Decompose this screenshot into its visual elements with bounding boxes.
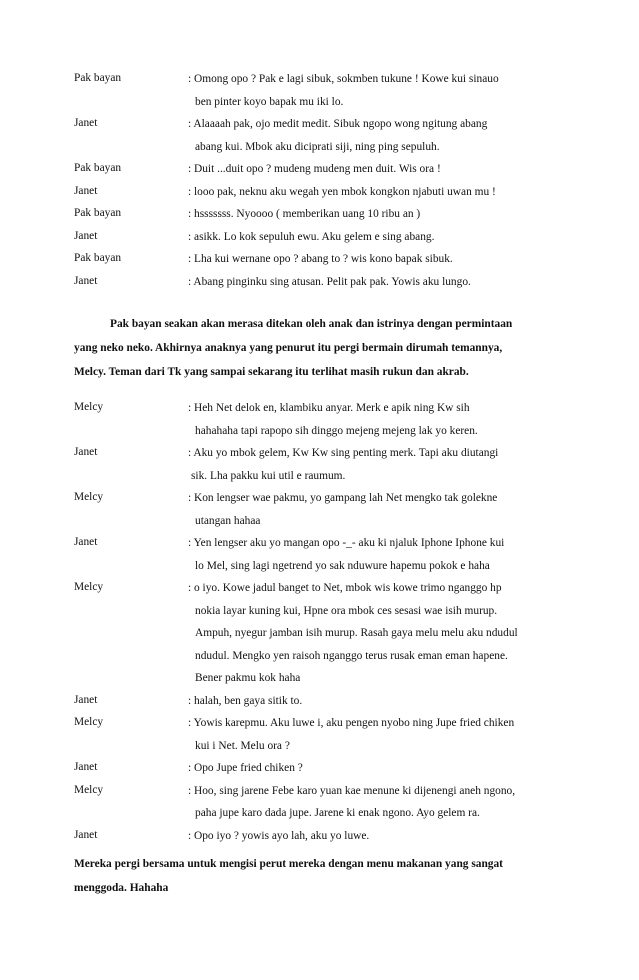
- speech-line: Ampuh, nyegur jamban isih murup. Rasah gaya melu melu aku ndudul: [195, 627, 518, 639]
- speech-line: paha jupe karo dada jupe. Jarene ki enak ngono. Ayo gelem ra.: [195, 807, 480, 819]
- dialogue-block-1: [74, 72, 574, 297]
- speaker-name: Pak bayan: [74, 72, 122, 84]
- speech-line: : looo pak, neknu aku wegah yen mbok kongkon njabuti uwan mu !: [188, 185, 496, 198]
- speech-line: : o iyo. Kowe jadul banget to Net, mbok wis kowe trimo nganggo hp: [188, 582, 502, 594]
- speech-line: utangan hahaa: [195, 514, 261, 527]
- speech-text: [188, 536, 574, 581]
- speaker-name: Janet: [74, 229, 98, 242]
- speech-line: : hsssssss. Nyoooo ( memberikan uang 10 ribu an ): [188, 208, 421, 220]
- speaker-name: Janet: [74, 274, 98, 287]
- speech-line: sik. Lha pakku kui util e raumum.: [191, 469, 346, 482]
- speech-text: [188, 72, 574, 117]
- speech-line: : asikk. Lo kok sepuluh ewu. Aku gelem e sing abang.: [188, 230, 435, 243]
- dialogue-row: [74, 829, 574, 852]
- dialogue-row: [74, 162, 574, 185]
- speech-text: [188, 275, 574, 298]
- speech-text: [188, 207, 574, 230]
- speech-line: lo Mel, sing lagi ngetrend yo sak nduwure hapemu pokok e haha: [195, 559, 490, 572]
- dialogue-block-2: [74, 401, 574, 851]
- speech-line: : Abang pinginku sing atusan. Pelit pak pak. Yowis aku lungo.: [188, 275, 471, 288]
- speech-text: [188, 491, 574, 536]
- narration-line: Melcy. Teman dari Tk yang sampai sekarang itu terlihat masih rukun dan akrab.: [74, 366, 469, 378]
- speech-line: ben pinter koyo bapak mu iki lo.: [195, 95, 344, 108]
- speaker-name: Janet: [74, 761, 98, 773]
- speech-line: : halah, ben gaya sitik to.: [188, 694, 303, 707]
- dialogue-row: [74, 536, 574, 581]
- speech-line: : Yen lengser aku yo mangan opo -_- aku ki njaluk Iphone Iphone kui: [188, 537, 505, 549]
- speech-line: : Omong opo ? Pak e lagi sibuk, sokmben tukune ! Kowe kui sinauo: [188, 73, 499, 85]
- dialogue-row: [74, 275, 574, 298]
- speaker-name: Janet: [74, 117, 98, 129]
- speech-line: : Opo iyo ? yowis ayo lah, aku yo luwe.: [188, 829, 370, 842]
- speech-line: : Opo Jupe fried chiken ?: [188, 762, 303, 774]
- speaker-name: Janet: [74, 693, 98, 706]
- speech-line: : Lha kui wernane opo ? abang to ? wis kono bapak sibuk.: [188, 253, 453, 265]
- speech-line: : Alaaaah pak, ojo medit medit. Sibuk ngopo wong ngitung abang: [188, 118, 488, 130]
- speech-text: [188, 829, 574, 852]
- speaker-name: Melcy: [74, 716, 104, 728]
- dialogue-row: [74, 401, 574, 446]
- speaker-name: Janet: [74, 536, 98, 548]
- dialogue-row: [74, 694, 574, 717]
- speech-line: hahahaha tapi rapopo sih dinggo mejeng mejeng lak yo keren.: [195, 424, 478, 437]
- speech-text: [188, 761, 574, 784]
- speech-text: [188, 185, 574, 208]
- speech-line: nokia layar kuning kui, Hpne ora mbok ces sesasi wae isih murup.: [195, 604, 498, 617]
- speaker-name: Pak bayan: [74, 252, 122, 264]
- dialogue-row: [74, 252, 574, 275]
- speech-text: [188, 446, 574, 491]
- speech-text: [188, 784, 574, 829]
- narration-paragraph-1: [74, 317, 566, 389]
- dialogue-row: [74, 207, 574, 230]
- speech-line: : Heh Net delok en, klambiku anyar. Merk e apik ning Kw sih: [188, 402, 470, 414]
- speech-line: abang kui. Mbok aku diciprati siji, ning ping sepuluh.: [195, 140, 440, 153]
- speech-line: : Duit ...duit opo ? mudeng mudeng men duit. Wis ora !: [188, 163, 441, 175]
- dialogue-row: [74, 72, 574, 117]
- dialogue-row: [74, 117, 574, 162]
- speaker-name: Melcy: [74, 581, 104, 593]
- speech-text: [188, 581, 574, 694]
- speaker-name: Janet: [74, 828, 98, 841]
- speaker-name: Melcy: [74, 401, 104, 413]
- dialogue-row: [74, 446, 574, 491]
- speaker-name: Pak bayan: [74, 207, 122, 219]
- narration-line: yang neko neko. Akhirnya anaknya yang penurut itu pergi bermain dirumah temannya,: [74, 342, 503, 354]
- speech-line: Bener pakmu kok haha: [195, 672, 301, 684]
- speech-line: : Aku yo mbok gelem, Kw Kw sing penting merk. Tapi aku diutangi: [188, 447, 499, 459]
- speech-line: : Hoo, sing jarene Febe karo yuan kae menune ki dijenengi aneh ngono,: [188, 784, 516, 797]
- speaker-name: Melcy: [74, 783, 104, 796]
- dialogue-row: [74, 784, 574, 829]
- dialogue-row: [74, 185, 574, 208]
- speech-text: [188, 117, 574, 162]
- speech-line: : Yowis karepmu. Aku luwe i, aku pengen nyobo ning Jupe fried chiken: [188, 717, 515, 729]
- speech-text: [188, 162, 574, 185]
- speech-text: [188, 401, 574, 446]
- speaker-name: Melcy: [74, 491, 104, 503]
- speech-text: [188, 694, 574, 717]
- speaker-name: Janet: [74, 184, 98, 197]
- speech-line: kui i Net. Melu ora ?: [195, 739, 290, 752]
- speech-text: [188, 230, 574, 253]
- speaker-name: Pak bayan: [74, 162, 122, 174]
- narration-line: Pak bayan seakan akan merasa ditekan oleh anak dan istrinya dengan permintaan: [110, 318, 513, 330]
- speech-text: [188, 252, 574, 275]
- speech-text: [188, 716, 574, 761]
- speech-line: ndudul. Mengko yen raisoh nganggo terus rusak eman eman hapene.: [195, 649, 508, 662]
- speech-line: : Kon lengser wae pakmu, yo gampang lah Net mengko tak golekne: [188, 492, 498, 504]
- narration-line: Mereka pergi bersama untuk mengisi perut mereka dengan menu makanan yang sangat: [74, 858, 503, 870]
- dialogue-row: [74, 761, 574, 784]
- narration-paragraph-2: [74, 857, 566, 905]
- speaker-name: Janet: [74, 446, 98, 458]
- dialogue-row: [74, 716, 574, 761]
- dialogue-row: [74, 581, 574, 694]
- dialogue-row: [74, 491, 574, 536]
- narration-line: menggoda. Hahaha: [74, 882, 169, 894]
- dialogue-row: [74, 230, 574, 253]
